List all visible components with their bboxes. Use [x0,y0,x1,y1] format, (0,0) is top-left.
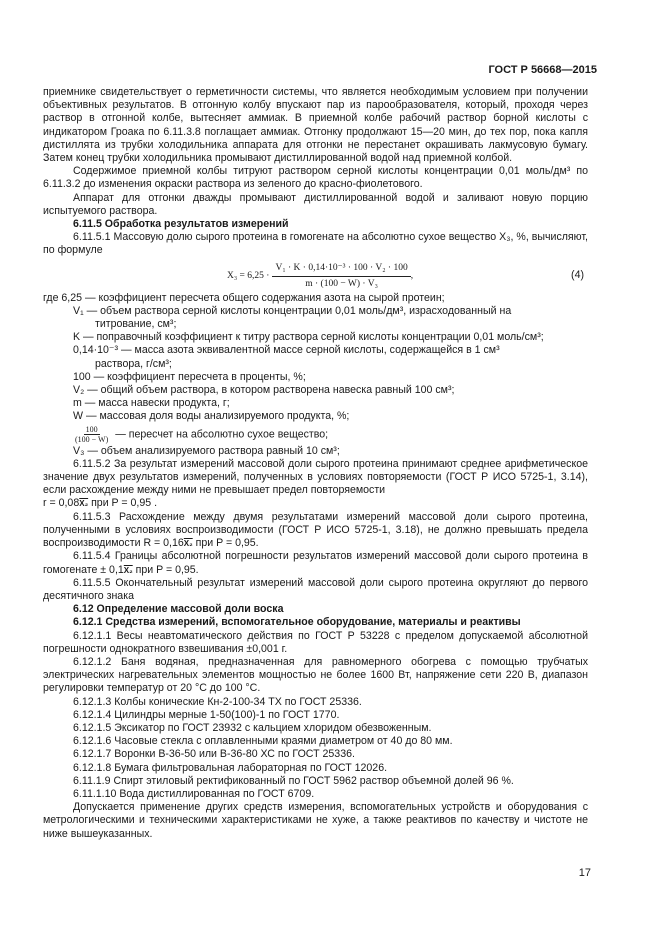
definition-mass: 0,14·10⁻³ — масса азота эквивалентной массе серной кислоты, содержащейся в 1 см³ [73,344,500,357]
definition-v1: V₁ — объем раствора серной кислоты концентрации 0,01 моль/дм³, израсходованный на [73,304,512,317]
paragraph-final: Допускается применение других средств измерения, вспомогательных устройств и оборудования с метрологическими и техническими характеристиками не хуже, а также реактивов по качеству и чистоте не ниже вышеуказанных. [43,801,588,840]
section-heading-6-12-1: 6.12.1 Средства измерений, вспомогательное оборудование, материалы и реактивы [73,616,521,629]
list-item: 6.12.1.5 Эксикатор по ГОСТ 23932 с кальцием хлоридом обезвоженным. [73,721,432,734]
definition-6-25: где 6,25 — коэффициент пересчета общего содержания азота на сырой протеин; [43,291,445,304]
list-item: 6.12.1.3 Колбы конические Кн-2-100-34 ТХ по ГОСТ 25336. [73,695,362,708]
list-item: 6.12.1.8 Бумага фильтровальная лабораторная по ГОСТ 12026. [73,761,388,774]
p3-mean-symbol: X₂ [183,539,193,549]
list-item: 6.12.1.6 Часовые стекла с оплавленными краями диаметром от 40 до 80 мм. [73,735,453,748]
definition-k: K — поправочный коэффициент к титру раствора серной кислоты концентрации 0,01 моль/см³; [73,331,544,344]
p2-text: 6.11.5.2 За результат измерений массовой доли сырого протеина принимают среднее арифметическое значение двух результатов измерений, полученных в условиях повторяемости (ГОСТ Р ИСО 5725-1, 3.14), если расхождение между ними не превышает предел повторяемости [43,457,588,497]
paragraph-6-11-5-4 [43,550,588,576]
formula-numerator: V₁ · K · 0,14·10⁻³ · 100 · V₂ · 100 [272,262,410,277]
paragraph-intro: приемнике свидетельствует о герметичности системы, что является необходимым условием при получении объективных результатов. В отгонную колбу впускают пар из парообразователя, который, проходя через раствор в отгонной колбе, вытесняет аммиак. В приемной колбе рабочий раствор борной кислоты с индикатором Гроака по 6.11.3.8 поглащает аммиак. Отгонку продолжают 15—20 мин, до тех пор, пока капля дистиллята из трубки холодильника аппарата для отгонки не перестанет окрашивать лакмусовую бумагу. Затем конец трубки холодильника промывают дистиллированной водой над приемной колбой. [43,86,588,165]
paragraph-6-11-5-5: 6.11.5.5 Окончательный результат измерений массовой доли сырого протеина округляют до первого десятичного знака [43,576,588,602]
formula-expression [227,262,413,291]
formula-4 [43,260,588,290]
definition-ratio [43,425,588,444]
p3-text: 6.11.5.3 Расхождение между двумя результатами измерений массовой доли сырого протеина, полученными в условиях воспроизводимости (ГОСТ Р ИСО 5725-1, 3.18), не должно превышать предела воспроизводимости R = 0,16 [43,510,588,550]
definition-w: W — массовая доля воды анализируемого продукта, %; [73,410,350,423]
ratio-text: — пересчет на абсолютно сухое вещество; [115,427,329,440]
formula-denominator: m · (100 − W) · V₃ [305,278,378,289]
list-item: 6.11.1.10 Вода дистиллированная по ГОСТ 6709. [73,787,315,800]
paragraph-titrate: Содержимое приемной колбы титруют раствором серной кислоты концентрации 0,01 моль/дм³ по 6.11.3.2 до изменения окраски раствора из зеленого до красно-фиолетового. [43,165,588,191]
paragraph-6-11-5-2 [43,458,588,511]
definition-m: m — масса навески продукта, г; [73,397,230,410]
paragraph-6-12-1-2: 6.12.1.2 Баня водяная, предназначенная для равномерного обогрева с помощью трубчатых электрических нагревательных элементов мощностью не более 1600 Вт, напряжение сети 220 В, диапазон регулировки температур от 20 °С до 100 °С. [43,655,588,695]
p4-condition: при P = 0,95. [132,563,199,576]
paragraph-6-12-1-1: 6.12.1.1 Весы неавтоматического действия по ГОСТ Р 53228 с пределом допускаемой абсолютной погрешности однократного взвешивания ±0,001 г. [43,629,588,655]
section-heading-6-11-5: 6.11.5 Обработка результатов измерений [73,218,289,231]
ratio-numerator: 100 [85,424,98,434]
list-item: 6.12.1.7 Воронки В-36-50 или В-36-80 ХС по ГОСТ 25336. [73,748,355,761]
p4-mean-symbol: X₂ [123,565,133,575]
paragraph-wash: Аппарат для отгонки дважды промывают дистиллированной водой и заливают новую порцию испытуемого раствора. [43,191,588,217]
definition-v2: V₂ — общий объем раствора, в котором растворена навеска равный 100 см³; [73,384,455,397]
ratio-fraction [73,425,110,444]
formula-number: (4) [571,268,584,281]
definition-v3: V₃ — объем анализируемого раствора равный 10 см³; [73,444,340,457]
definition-v1-continued: титрование, см³; [95,318,177,331]
formula-tail: , [410,270,414,281]
list-item: 6.11.1.9 Спирт этиловый ректификованный по ГОСТ 5962 раствор объемной долей 96 %. [73,774,514,787]
formula-lhs: X₃ = 6,25 · [227,270,270,281]
page-content [43,86,588,841]
definition-mass-continued: раствора, г/см³; [95,357,172,370]
page-number: 17 [578,867,591,879]
paragraph-6-11-5-1: 6.11.5.1 Массовую долю сырого протеина в гомогенате на абсолютно сухое вещество X₃, %, вычисляют, по формуле [43,231,588,257]
p2-r-value: r = 0,08 [43,497,80,510]
p3-condition: при P = 0,95. [192,537,259,550]
formula-fraction [272,262,410,291]
p2-condition: при P = 0,95 . [88,497,158,510]
ratio-denominator: (100 − W) [75,434,109,444]
document-code-header: ГОСТ Р 56668—2015 [488,64,597,76]
paragraph-6-11-5-3 [43,511,588,551]
p2-mean-symbol: X₂ [79,499,89,509]
definition-100: 100 — коэффициент пересчета в проценты, %; [73,370,306,383]
list-item: 6.12.1.4 Цилиндры мерные 1-50(100)-1 по ГОСТ 1770. [73,708,340,721]
p4-text: 6.11.5.4 Границы абсолютной погрешности результатов измерений массовой доли сырого протеина в гомогенате ± 0,1 [43,550,588,576]
section-heading-6-12: 6.12 Определение массовой доли воска [73,603,284,616]
